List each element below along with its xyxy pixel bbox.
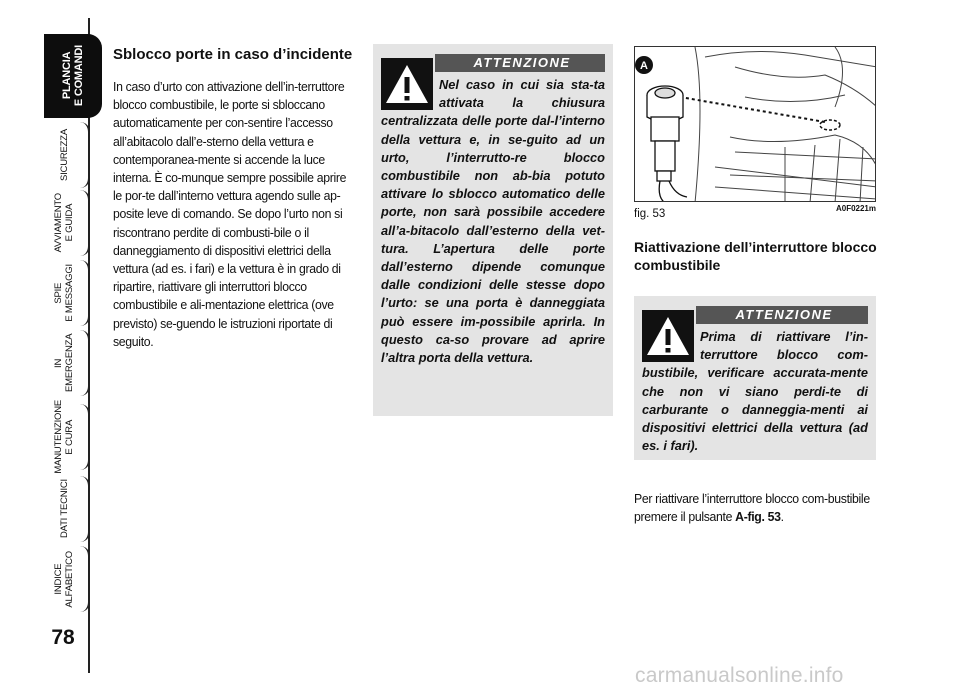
figure-caption (634, 204, 876, 222)
tab-spie-e-messaggi[interactable] (40, 260, 90, 326)
tab-label: AVVIAMENTO E GUIDA (53, 193, 75, 253)
tab-avviamento-e-guida[interactable] (40, 190, 90, 256)
figure-callout-a: A (640, 60, 648, 72)
body-text: Per riattivare l’interruttore blocco com-bustibile premere il pulsante (634, 491, 870, 525)
tab-label: SPIE E MESSAGGI (53, 264, 75, 322)
warning-text: Prima di riattivare l’in-terruttore blocco com-bustibile, verificare accurata-mente che non vi siano perdi-te di carburante o danneggia-menti ai dispositivi elettrici della vettura (ad es. i fari). (642, 329, 868, 454)
tab-label: MANUTENZIONE E CURA (53, 400, 75, 474)
watermark: carmanualsonline.info (635, 664, 844, 687)
section-heading-riattivazione: Riattivazione dell’interruttore blocco combustibile (634, 239, 877, 273)
figure-number: fig. 53 (634, 208, 666, 220)
warning-text: Nel caso in cui sia sta-ta attivata la chiusura centralizzata delle porte dal-l’interno della vettura e, in se-guito ad un urto, l’interrutto-re blocco combustibile non ab-bia potuto attivare lo sblocco automatico delle porte, non sarà possibile accedere all’a-bitacolo dall’esterno della vet-tura. L’apertura delle porte dall’esterno dipende comunque dalle condizioni delle stesse dopo l’urto: se una porta è danneggiata può essere im-possibile aprirla. In questo ca-so provare ad aprire l’altra porta della vettura. (381, 77, 605, 366)
warning-badge: ATTENZIONE (435, 54, 605, 72)
warning-badge: ATTENZIONE (696, 306, 868, 324)
tab-indice-alfabetico[interactable] (40, 546, 90, 612)
section-heading: Sblocco porte in caso d’incidente (113, 46, 353, 63)
tab-label: DATI TECNICI (58, 479, 70, 539)
tab-label: SICUREZZA (58, 128, 70, 182)
tab-label: INDICE ALFABETICO (53, 550, 75, 608)
section-body-riattivazione (634, 490, 884, 526)
warning-triangle-icon (642, 310, 694, 362)
warning-box (373, 44, 613, 416)
page-number: 78 (51, 626, 75, 649)
section-body: In caso d’urto con attivazione dell’in-terruttore blocco combustibile, le porte si sbloccano automaticamente per con-sentire l’accesso all’abitacolo dall’e-sterno della vettura e contemporanea-mente si accende la luce interna. È co-munque sempre possibile aprire le por-te dall’interno vettura agendo sulle ap-posite leve di comando. Se dopo l’urto non si riscontrano perdite di combusti-bile o il danneggiamento di dispositivi elettrici della vettura (ad es. i fari) e la vettura è in grado di ripartire, riattivare gli interruttori blocco combustibile e ali-mentazione elettrica (ove previsto) se-guendo le istruzioni riportate di seguito. (113, 79, 347, 349)
fuel-cutoff-switch-illustration (635, 47, 876, 202)
tab-label: IN EMERGENZA (53, 333, 75, 393)
warning-triangle-icon (381, 58, 433, 110)
tab-in-emergenza[interactable] (40, 330, 90, 396)
tab-label: PLANCIA E COMANDI (61, 45, 85, 107)
figure-illustration (634, 46, 876, 202)
section-body (634, 490, 876, 526)
tab-manutenzione-e-cura[interactable] (40, 400, 90, 474)
figure-reference: A-fig. 53 (735, 509, 781, 525)
tab-dati-tecnici[interactable] (40, 476, 90, 542)
tab-plancia-e-comandi[interactable] (44, 34, 102, 118)
warning-box (634, 296, 876, 460)
chapter-tab-rail (0, 0, 104, 692)
tab-sicurezza[interactable] (40, 122, 90, 188)
figure-code: A0F0221m (835, 204, 876, 213)
body-end: . (780, 509, 784, 525)
section-sblocco-porte (113, 46, 353, 351)
